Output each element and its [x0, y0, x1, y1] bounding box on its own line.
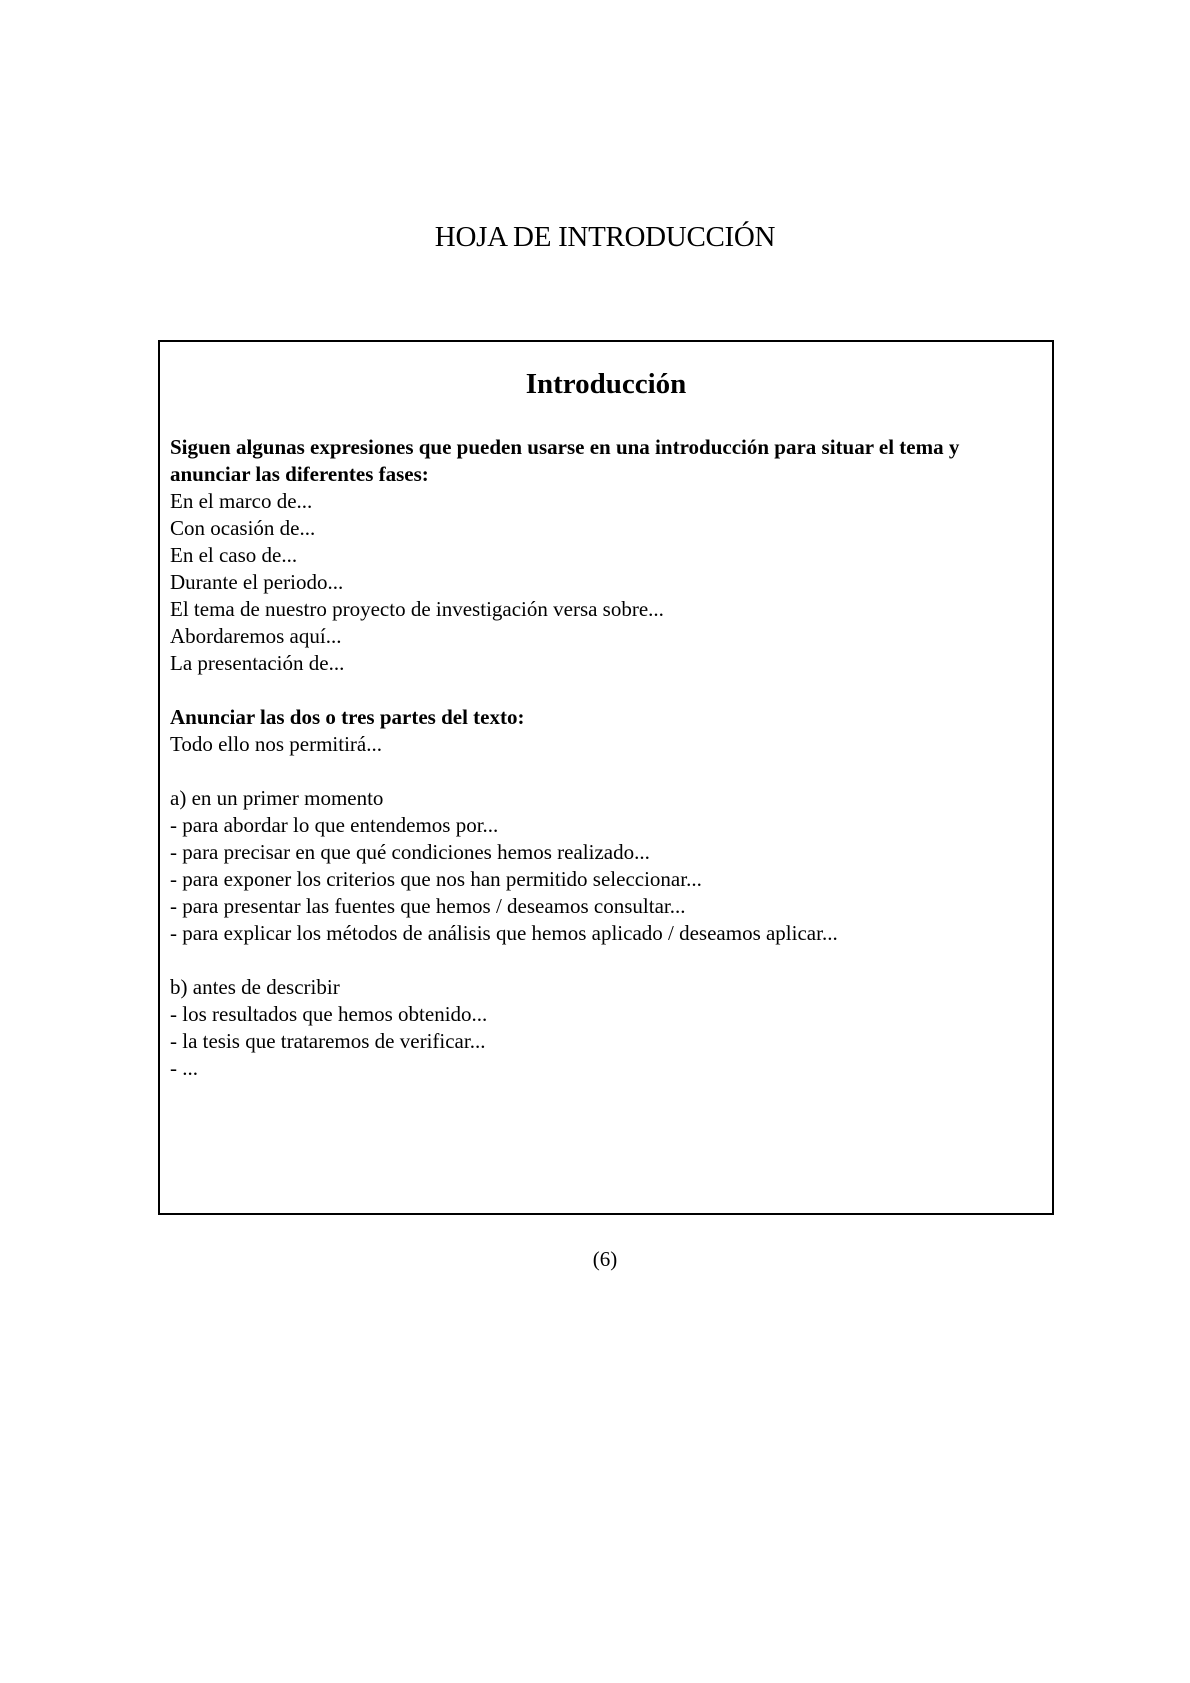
- spacer: [170, 947, 1050, 974]
- expression-item: Durante el periodo...: [170, 570, 344, 594]
- section-a-item: - para abordar lo que entendemos por...: [170, 813, 499, 837]
- page-number: (6): [592, 1247, 618, 1271]
- intro-heading-line-1: Siguen algunas expresiones que pueden usarse en una introducción para situar el tema y: [170, 435, 960, 459]
- expression-item: La presentación de...: [170, 651, 345, 675]
- section-b-item: - ...: [170, 1056, 198, 1080]
- expression-item: En el marco de...: [170, 489, 313, 513]
- expression-item: El tema de nuestro proyecto de investigación versa sobre...: [170, 597, 664, 621]
- section-a-item: - para explicar los métodos de análisis que hemos aplicado / deseamos aplicar...: [170, 921, 838, 945]
- spacer: [170, 758, 1050, 785]
- introduction-box: [158, 340, 1054, 1215]
- section-a-item: - para precisar en que qué condiciones hemos realizado...: [170, 840, 650, 864]
- section-b-item: - los resultados que hemos obtenido...: [170, 1002, 488, 1026]
- box-title: Introducción: [525, 368, 687, 400]
- expression-item: Con ocasión de...: [170, 516, 316, 540]
- section-a-label: a) en un primer momento: [170, 786, 384, 810]
- parts-intro: Todo ello nos permitirá...: [170, 732, 382, 756]
- section-b-item: - la tesis que trataremos de verificar...: [170, 1029, 486, 1053]
- section-a-item: - para presentar las fuentes que hemos / deseamos consultar...: [170, 894, 686, 918]
- expression-item: En el caso de...: [170, 543, 298, 567]
- intro-heading-line-2: anunciar las diferentes fases:: [170, 462, 429, 486]
- section-b-label: b) antes de describir: [170, 975, 340, 999]
- parts-heading: Anunciar las dos o tres partes del texto:: [170, 705, 525, 729]
- section-a-item: - para exponer los criterios que nos han permitido seleccionar...: [170, 867, 702, 891]
- expression-item: Abordaremos aquí...: [170, 624, 342, 648]
- box-body: [170, 434, 1050, 1082]
- spacer: [170, 677, 1050, 704]
- page-title: HOJA DE INTRODUCCIÓN: [434, 221, 776, 253]
